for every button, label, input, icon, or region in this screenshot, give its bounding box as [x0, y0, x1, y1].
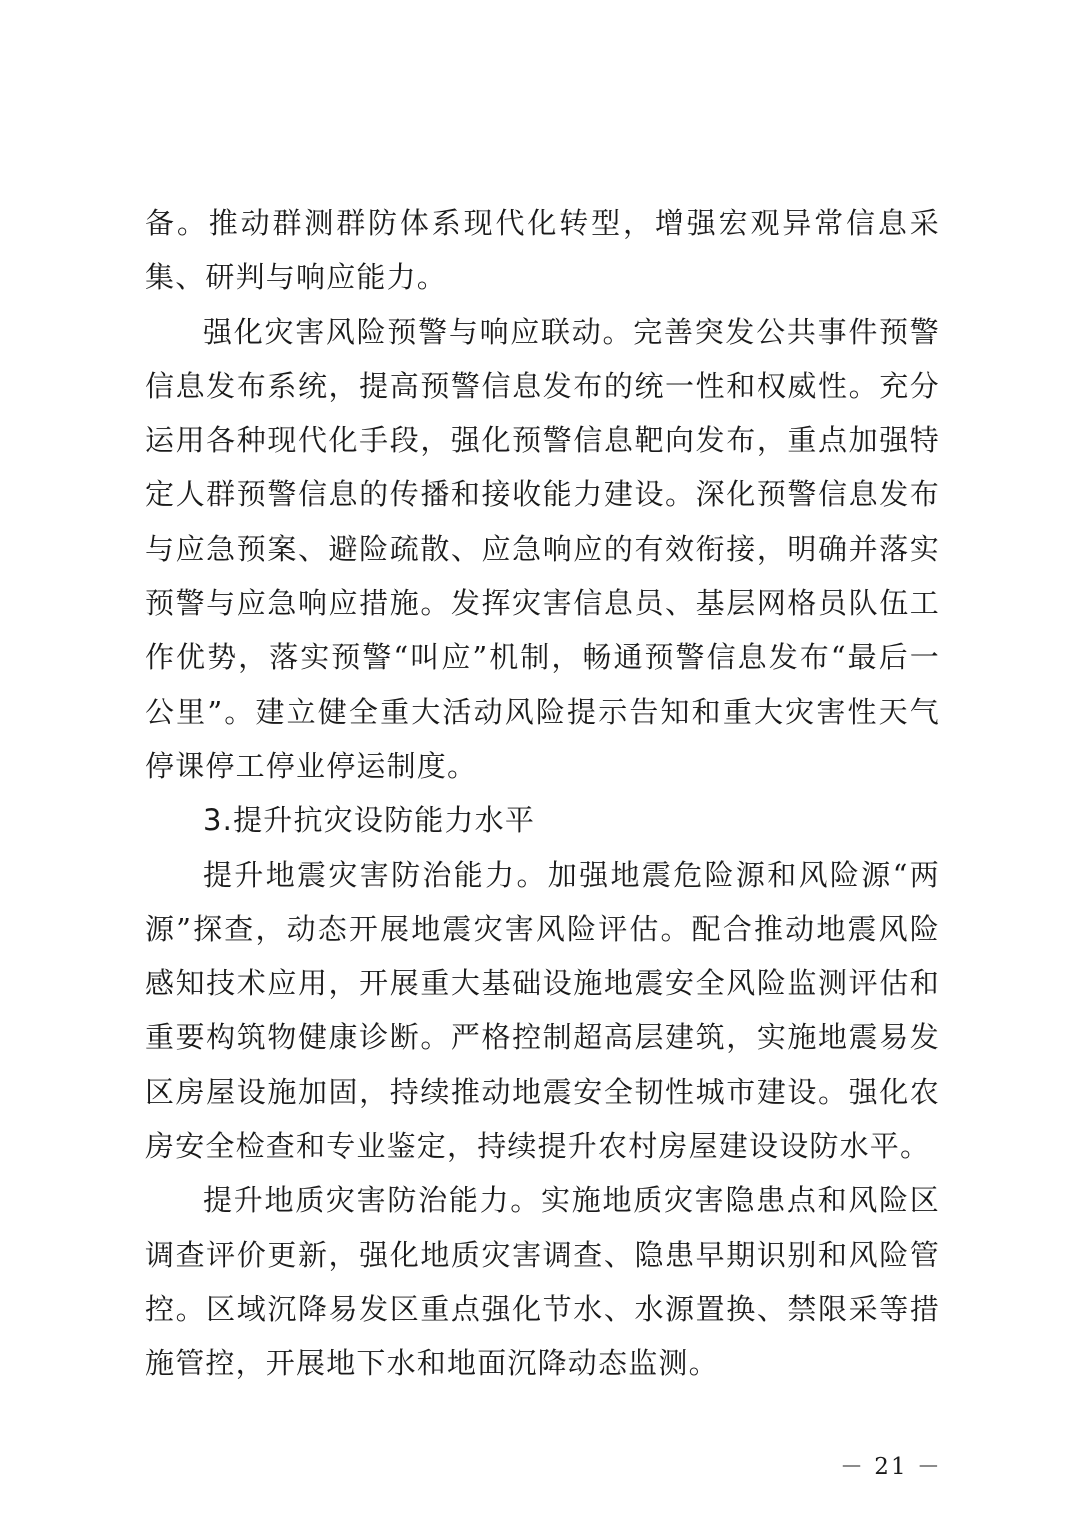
paragraph-continuation: 备。推动群测群防体系现代化转型，增强宏观异常信息采集、研判与响应能力。	[145, 206, 940, 295]
section-heading: 3.提升抗灾设防能力水平	[203, 803, 536, 838]
paragraph-warning-response: 强化灾害风险预警与响应联动。完善突发公共事件预警信息发布系统，提高预警信息发布的统一性和权威性。充分运用各种现代化手段，强化预警信息靶向发布，重点加强特定人群预警信息的传播和接收能力建设。深化预警信息发布与应急预案、避险疏散、应急响应的有效衔接，明确并落实预警与应急响应措施。发挥灾害信息员、基层网格员队伍工作优势，落实预警“叫应”机制，畅通预警信息发布“最后一公里”。建立健全重大活动风险提示告知和重大灾害性天气停课停工停业停运制度。	[145, 314, 940, 783]
body-text	[145, 196, 940, 1391]
page-number: － 21 －	[840, 1454, 942, 1480]
paragraph-earthquake-prevention: 提升地震灾害防治能力。加强地震危险源和风险源“两源”探查，动态开展地震灾害风险评估。配合推动地震风险感知技术应用，开展重大基础设施地震安全风险监测评估和重要构筑物健康诊断。严格控制超高层建筑，实施地震易发区房屋设施加固，持续推动地震安全韧性城市建设。强化农房安全检查和专业鉴定，持续提升农村房屋建设设防水平。	[145, 857, 940, 1164]
paragraph-geological-prevention: 提升地质灾害防治能力。实施地质灾害隐患点和风险区调查评价更新，强化地质灾害调查、隐患早期识别和风险管控。区域沉降易发区重点强化节水、水源置换、禁限采等措施管控，开展地下水和地面沉降动态监测。	[145, 1183, 940, 1381]
